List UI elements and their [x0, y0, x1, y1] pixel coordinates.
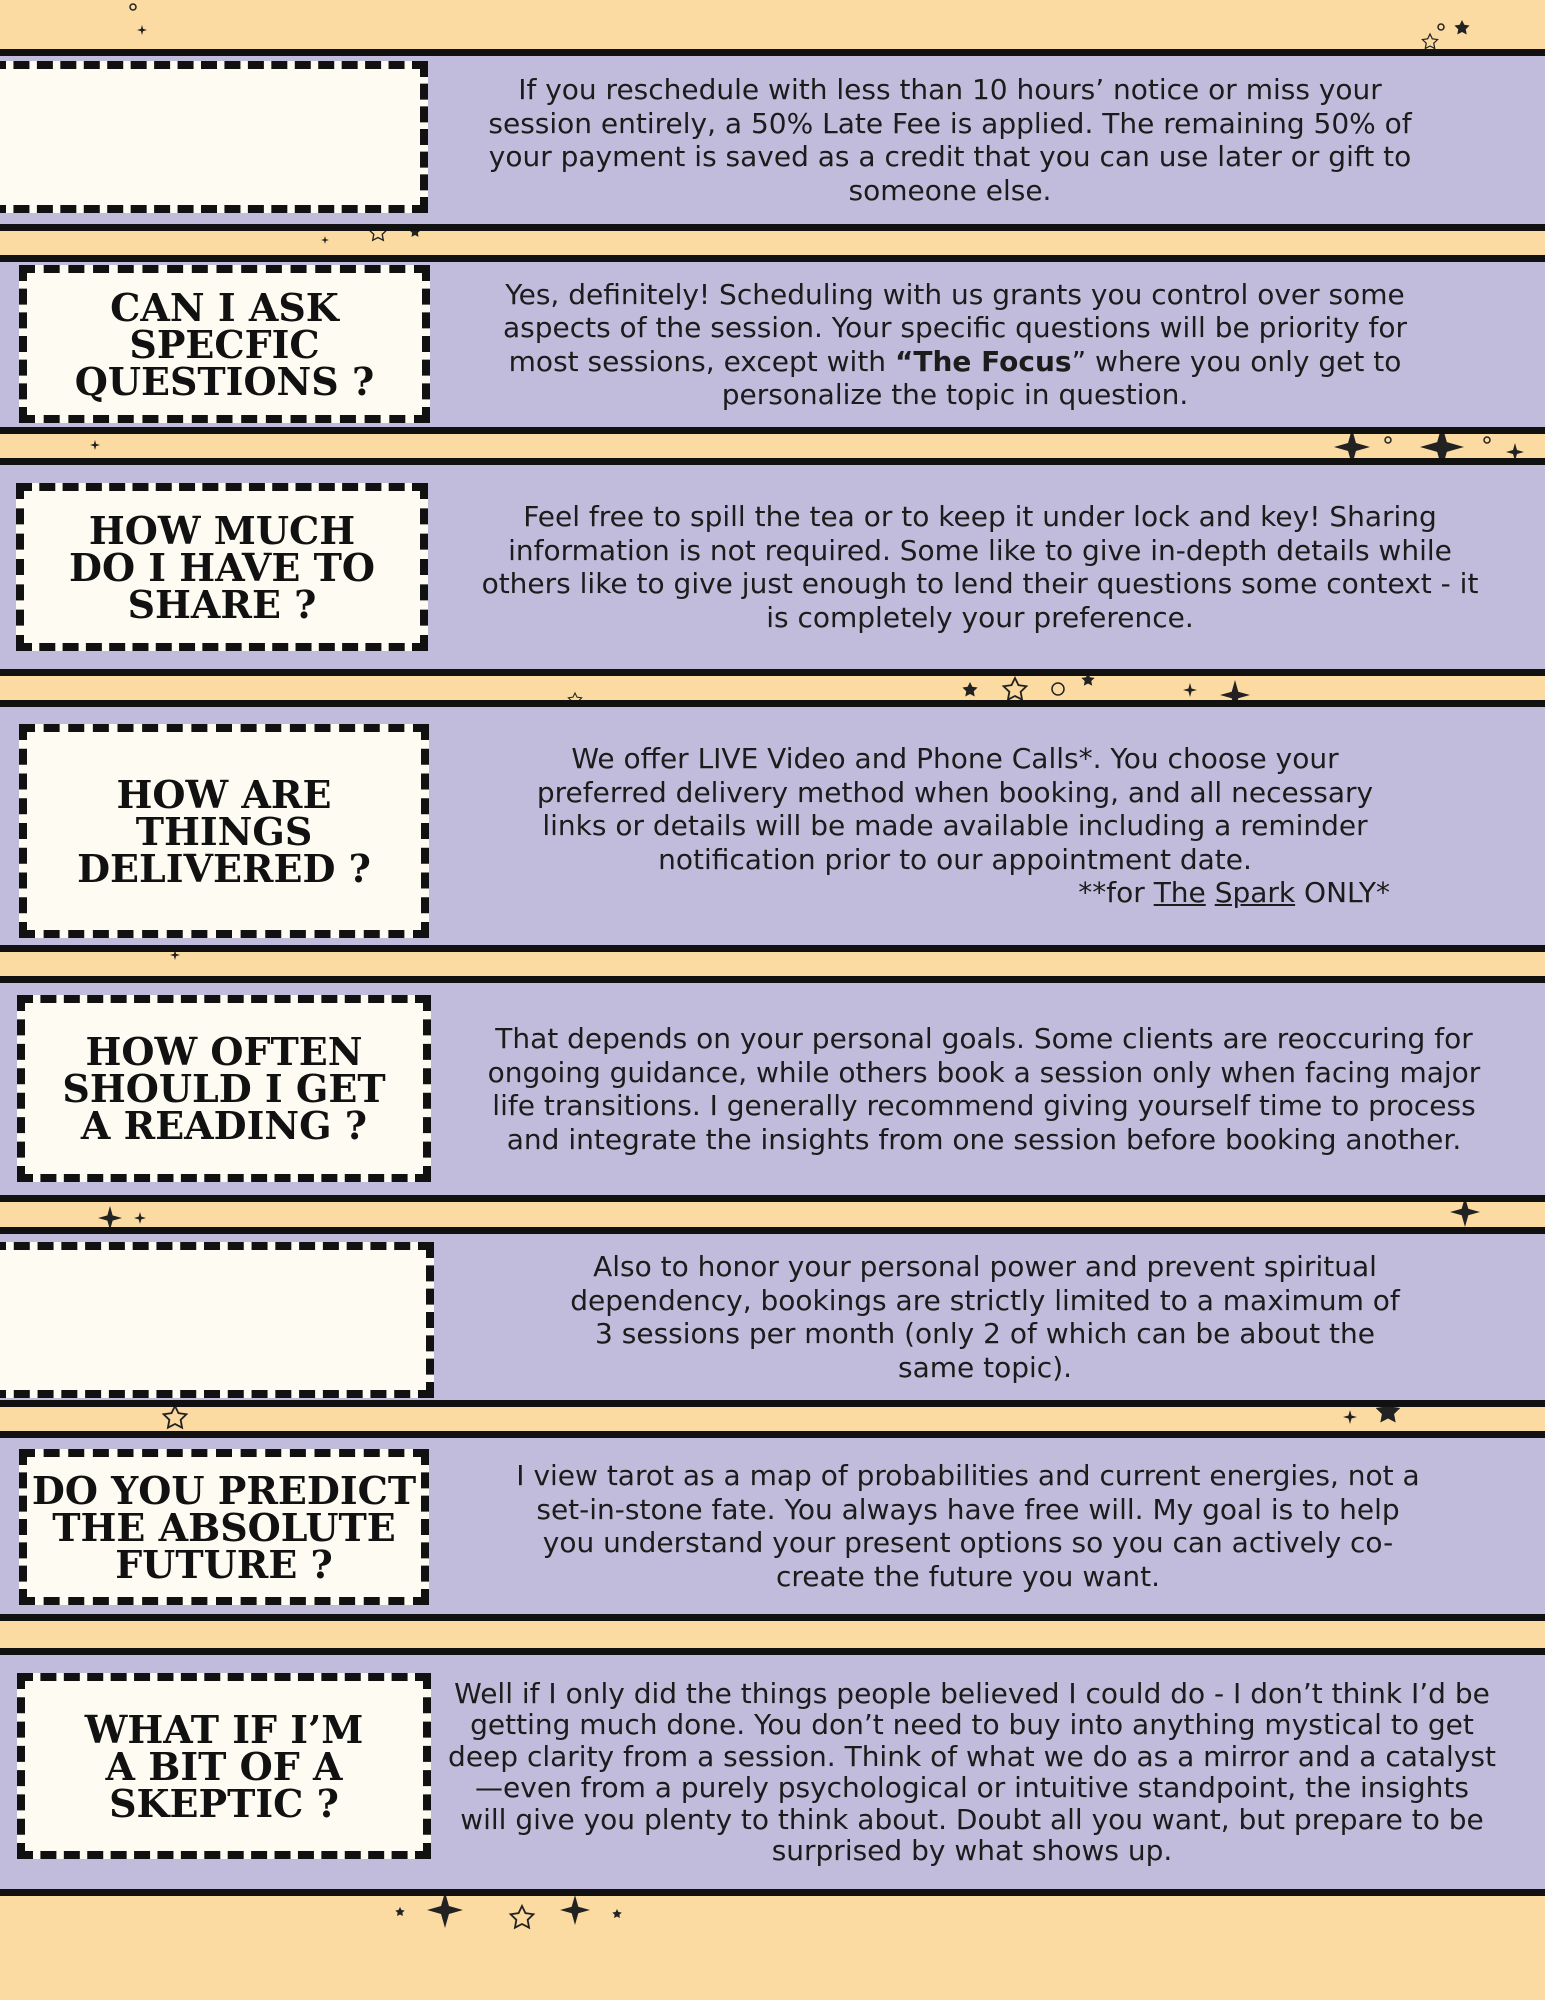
question-text: HOW OFTEN SHOULD I GET A READING ? — [62, 1029, 386, 1148]
question-card-how-often — [17, 995, 431, 1182]
question-card-predict-future — [19, 1449, 429, 1605]
faq-row-how-often — [0, 976, 1545, 1202]
answer-text: That depends on your personal goals. Some clients are reoccuring for ongoing guidance, while others book a session only when facing major life transitions. I generally recommend giving yourself time to process and integrate the insights from one session before booking another. — [487, 1022, 1481, 1156]
faq-row-late-fee — [0, 49, 1545, 231]
answer-text: I view tarot as a map of probabilities and current energies, not a set-in-stone fate. You always have free will. My goal is to help you understand your present options so you can actively co-create the future you want. — [516, 1459, 1420, 1593]
question-card-skeptic — [17, 1673, 431, 1859]
question-card-specific-questions — [19, 265, 430, 423]
the-focus-highlight: “The Focus — [894, 344, 1072, 378]
answer-text: Also to honor your personal power and prevent spiritual dependency, bookings are strictly limited to a maximum of 3 sessions per month (only 2 of which can be about the same topic). — [570, 1250, 1400, 1384]
question-text: WHAT IF I’M A BIT OF A SKEPTIC ? — [84, 1706, 364, 1826]
faq-row-skeptic — [0, 1648, 1545, 1896]
faq-row-delivery — [0, 700, 1545, 952]
delivery-footnote: **for The Spark ONLY* — [1078, 876, 1390, 910]
the-link[interactable]: The — [1153, 876, 1206, 910]
question-text: DO YOU PREDICT THE ABSOLUTE FUTURE ? — [31, 1467, 417, 1587]
answer-text: Feel free to spill the tea or to keep it under lock and key! Sharing information is not required. Some like to give in-depth details while others like to give just enough to lend their questions some context - it is completely your preference. — [481, 500, 1479, 634]
question-card-blank — [0, 1242, 434, 1398]
question-text: CAN I ASK SPECFIC QUESTIONS ? — [74, 284, 375, 404]
question-text: HOW ARE THINGS DELIVERED ? — [77, 771, 371, 891]
faq-row-specific-questions — [0, 255, 1545, 434]
answer-text: If you reschedule with less than 10 hours’ notice or miss your session entirely, a 50% Late Fee is applied. The remaining 50% of your payment is saved as a credit that you can use later or gift to someone else. — [488, 73, 1412, 207]
faq-row-predict-future — [0, 1431, 1545, 1621]
answer-text: Yes, definitely! Scheduling with us grants you control over some aspects of the session. Your specific questions will be priority for most sessions, except with “The Focus” where you only get to personalize the topic in question. — [502, 277, 1408, 411]
question-text: HOW MUCH DO I HAVE TO SHARE ? — [69, 507, 375, 627]
faq-row-how-much-share — [0, 458, 1545, 676]
question-card-how-much-share — [16, 483, 428, 651]
answer-text: Well if I only did the things people believed I could do - I don’t think I’d be getting much done. You don’t need to buy into anything mystical to get deep clarity from a session. Think of what we do as a mirror and a catalyst—even from a purely psychological or intuitive standpoint, the insights will give you plenty to think about. Doubt all you want, but prepare to be surprised by what shows up. — [448, 1676, 1496, 1867]
question-card-blank — [0, 61, 428, 213]
spark-link[interactable]: Spark — [1214, 876, 1296, 910]
question-card-delivery — [19, 724, 429, 938]
faq-row-session-limit — [0, 1227, 1545, 1407]
answer-text: We offer LIVE Video and Phone Calls*. You choose your preferred delivery method when booking, and all necessary links or details will be made available including a reminder notification prior to our appointment date. **for The Spark ONLY* — [536, 742, 1390, 910]
